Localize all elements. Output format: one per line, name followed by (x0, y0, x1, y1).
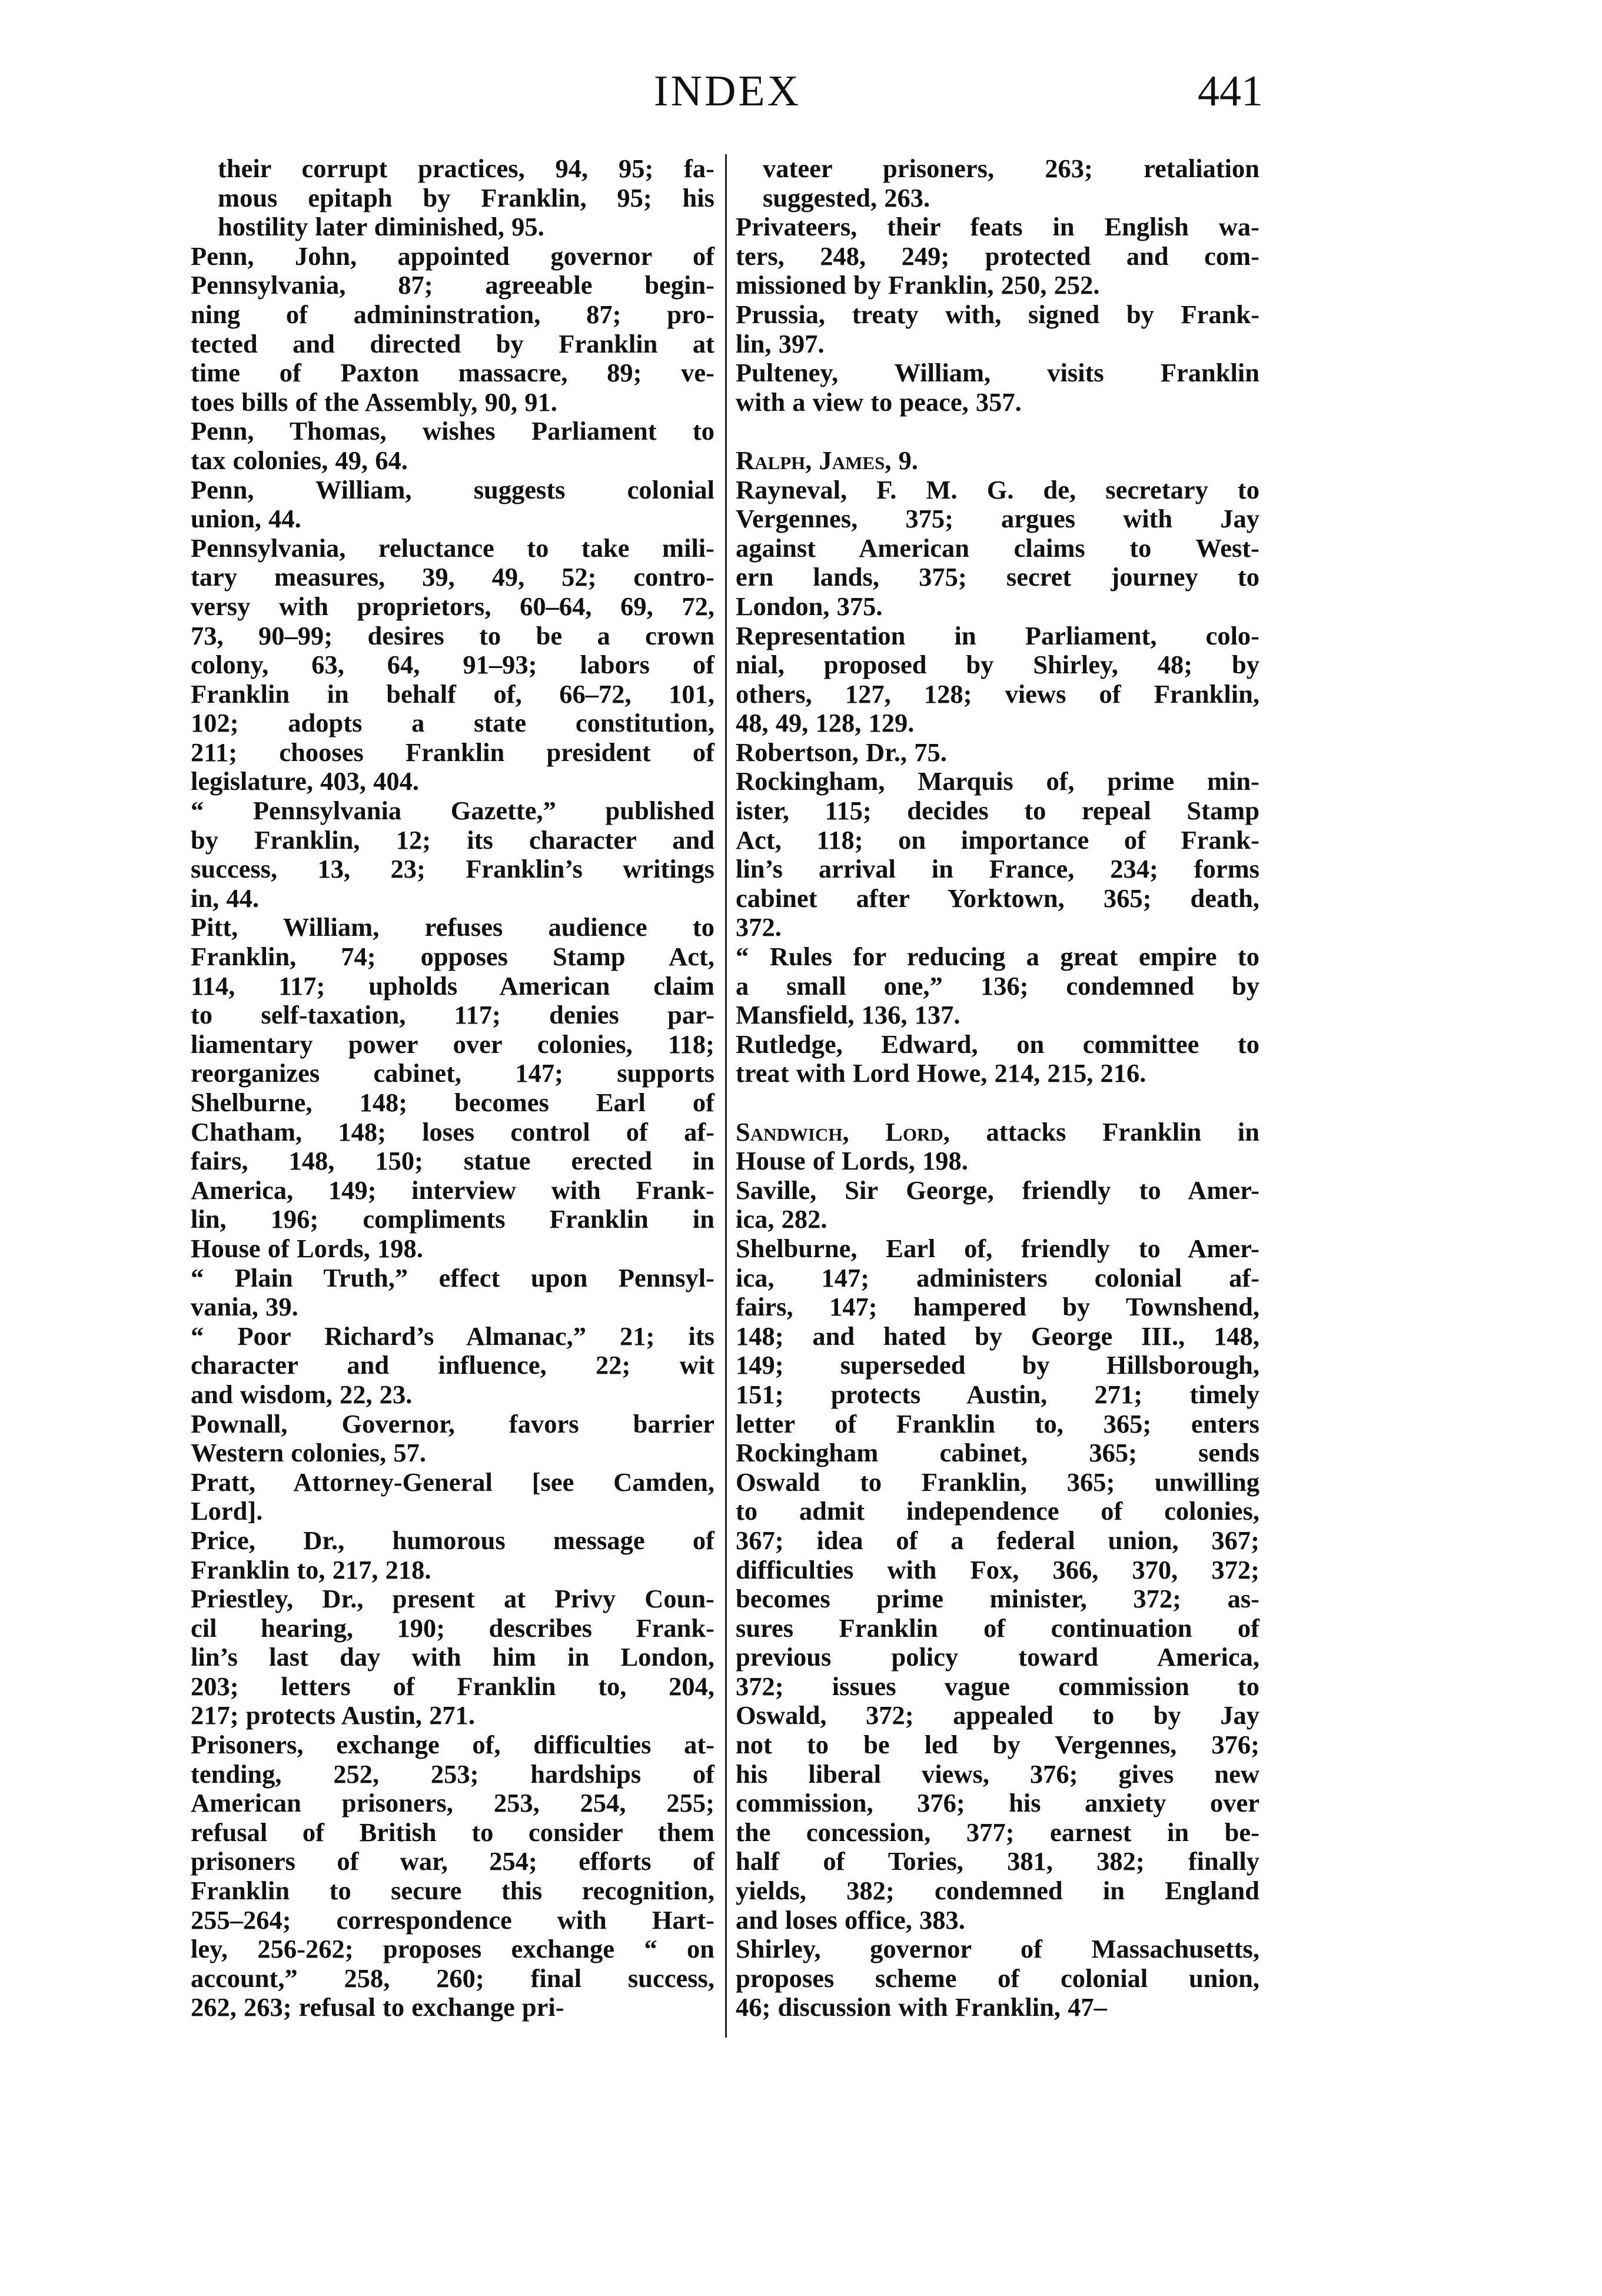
index-line: Oswald to Franklin, 365; unwilling (736, 1467, 1259, 1497)
index-line: cil hearing, 190; describes Frank- (191, 1613, 714, 1643)
index-line: “ Pennsylvania Gazette,” published (191, 796, 714, 826)
index-line: Rockingham cabinet, 365; sends (736, 1438, 1259, 1468)
index-line: ica, 282. (736, 1204, 827, 1234)
index-entry (191, 242, 714, 417)
index-line: 372; issues vague commission to (736, 1671, 1259, 1701)
running-head (192, 59, 1263, 124)
index-line: Oswald, 372; appealed to by Jay (736, 1700, 1259, 1730)
index-line: Shelburne, 148; becomes Earl of (191, 1088, 714, 1117)
index-line: missioned by Franklin, 250, 252. (736, 270, 1100, 300)
index-line: a small one,” 136; condemned by (736, 971, 1259, 1001)
index-line: Penn, William, suggests colonial (191, 474, 714, 504)
column-divider (725, 154, 727, 2038)
index-line: Pulteney, William, visits Franklin (736, 358, 1259, 388)
index-line: ters, 248, 249; protected and com- (736, 241, 1259, 271)
index-line: treat with Lord Howe, 214, 215, 216. (736, 1058, 1146, 1088)
index-line: 217; protects Austin, 271. (191, 1700, 476, 1730)
index-line: mous epitaph by Franklin, 95; his (218, 182, 714, 212)
index-entry (191, 913, 714, 1263)
index-line: lin’s last day with him in London, (191, 1642, 714, 1672)
index-line: Lord]. (191, 1496, 263, 1526)
index-line: sures Franklin of continuation of (736, 1613, 1259, 1643)
index-line: 46; discussion with Franklin, 47– (736, 1992, 1107, 2022)
index-line: Rockingham, Marquis of, prime min- (736, 766, 1259, 796)
index-entry (736, 300, 1259, 358)
index-entry (191, 796, 714, 913)
index-line: 149; superseded by Hillsborough, (736, 1350, 1259, 1380)
index-line: cabinet after Yorktown, 365; death, (736, 883, 1259, 913)
index-line: 73, 90–99; desires to be a crown (191, 620, 714, 650)
index-entry (191, 1730, 714, 2022)
index-line: difficulties with Fox, 366, 370, 372; (736, 1554, 1259, 1584)
index-entry (736, 212, 1259, 300)
index-line: toes bills of the Assembly, 90, 91. (191, 387, 557, 417)
page-title: INDEX (653, 67, 802, 115)
index-line: 367; idea of a federal union, 367; (736, 1525, 1259, 1555)
index-entry (191, 1584, 714, 1730)
index-entry (191, 1410, 714, 1468)
index-line: tending, 252, 253; hardships of (191, 1759, 714, 1789)
index-line: liamentary power over colonies, 118; (191, 1029, 714, 1059)
index-line: by Franklin, 12; its character and (191, 825, 714, 855)
index-line: Vergennes, 375; argues with Jay (736, 504, 1259, 534)
index-line: Act, 118; on importance of Frank- (736, 825, 1259, 855)
index-entry (191, 1526, 714, 1584)
index-line: Franklin in behalf of, 66–72, 101, (191, 679, 714, 709)
index-line: American prisoners, 253, 254, 255; (191, 1788, 714, 1818)
index-line: vania, 39. (191, 1292, 298, 1322)
index-line: suggested, 263. (763, 182, 930, 212)
index-entry (736, 1176, 1259, 1234)
index-line: Franklin to secure this recognition, (191, 1876, 714, 1906)
index-line: Pownall, Governor, favors barrier (191, 1408, 714, 1438)
index-line: against American claims to West- (736, 533, 1259, 563)
index-line: 203; letters of Franklin to, 204, (191, 1671, 714, 1701)
index-line: reorganizes cabinet, 147; supports (191, 1058, 714, 1088)
index-line: tary measures, 39, 49, 52; contro- (191, 562, 714, 592)
index-line: ica, 147; administers colonial af- (736, 1262, 1259, 1292)
section-gap (736, 1088, 1259, 1118)
index-line: Representation in Parliament, colo- (736, 620, 1259, 650)
index-line: success, 13, 23; Franklin’s writings (191, 854, 714, 884)
index-line: 102; adopts a state constitution, (191, 708, 714, 738)
index-entry (736, 1118, 1259, 1176)
index-line: Chatham, 148; loses control of af- (191, 1117, 714, 1147)
index-line: Penn, Thomas, wishes Parliament to (191, 416, 714, 446)
index-line: Privateers, their feats in English wa- (736, 212, 1259, 242)
index-entry (736, 358, 1259, 417)
index-line: union, 44. (191, 504, 301, 534)
index-line: Franklin, 74; opposes Stamp Act, (191, 942, 714, 972)
index-line: prisoners of war, 254; efforts of (191, 1846, 714, 1876)
index-entry (736, 767, 1259, 942)
index-line: the concession, 377; earnest in be- (736, 1817, 1259, 1847)
index-entry (736, 738, 1259, 767)
index-line: and wisdom, 22, 23. (191, 1379, 413, 1409)
index-line: half of Tories, 381, 382; finally (736, 1846, 1259, 1876)
index-line: Penn, John, appointed governor of (191, 241, 714, 271)
index-line: character and influence, 22; wit (191, 1350, 714, 1380)
index-line: Price, Dr., humorous message of (191, 1525, 714, 1555)
index-entry (191, 534, 714, 796)
index-line: Western colonies, 57. (191, 1438, 426, 1468)
index-line: lin’s arrival in France, 234; forms (736, 854, 1259, 884)
index-entry (191, 476, 714, 534)
index-entry (736, 1234, 1259, 1935)
index-line: “ Poor Richard’s Almanac,” 21; its (191, 1321, 714, 1351)
index-line: ley, 256-262; proposes exchange “ on (191, 1934, 714, 1964)
index-line: House of Lords, 198. (736, 1146, 968, 1176)
index-line: refusal of British to consider them (191, 1817, 714, 1847)
index-line: Saville, Sir George, friendly to Amer- (736, 1175, 1259, 1205)
page-number: 441 (1198, 67, 1263, 115)
index-line: ning of admininstration, 87; pro- (191, 299, 714, 329)
index-line: London, 375. (736, 591, 883, 621)
index-line: his liberal views, 376; gives new (736, 1759, 1259, 1789)
index-line: 262, 263; refusal to exchange pri- (191, 1992, 564, 2022)
index-line: not to be led by Vergennes, 376; (736, 1730, 1259, 1760)
index-line: to self-taxation, 117; denies par- (191, 1000, 714, 1030)
index-line: 114, 117; upholds American claim (191, 971, 714, 1001)
index-line: hostility later diminished, 95. (218, 212, 544, 242)
index-line: ister, 115; decides to repeal Stamp (736, 796, 1259, 826)
index-entry (736, 1935, 1259, 2022)
index-line: Mansfield, 136, 137. (736, 1000, 960, 1030)
index-line: Pennsylvania, 87; agreeable begin- (191, 270, 714, 300)
index-line: 211; chooses Franklin president of (191, 737, 714, 767)
index-line: letter of Franklin to, 365; enters (736, 1408, 1259, 1438)
index-line: 255–264; correspondence with Hart- (191, 1905, 714, 1935)
index-line: colony, 63, 64, 91–93; labors of (191, 650, 714, 680)
index-line: Franklin to, 217, 218. (191, 1554, 431, 1584)
index-line: their corrupt practices, 94, 95; fa- (218, 154, 714, 183)
index-entry-continued (736, 154, 1259, 212)
index-line: Pennsylvania, reluctance to take mili- (191, 533, 714, 563)
index-line: ern lands, 375; secret journey to (736, 562, 1259, 592)
index-line: Robertson, Dr., 75. (736, 737, 947, 767)
index-entry (736, 476, 1259, 622)
index-line: fairs, 148, 150; statue erected in (191, 1146, 714, 1176)
index-line: 372. (736, 912, 782, 942)
index-entry-continued (191, 154, 714, 242)
index-line: with a view to peace, 357. (736, 387, 1022, 417)
index-entry (191, 417, 714, 475)
index-line: account,” 258, 260; final success, (191, 1963, 714, 1993)
index-line: 151; protects Austin, 271; timely (736, 1379, 1259, 1409)
index-line: 48, 49, 128, 129. (736, 708, 915, 738)
index-line: Prussia, treaty with, signed by Frank- (736, 299, 1259, 329)
index-line: Shelburne, Earl of, friendly to Amer- (736, 1233, 1259, 1263)
index-line: 148; and hated by George III., 148, (736, 1321, 1259, 1351)
index-line: and loses office, 383. (736, 1905, 965, 1935)
index-line: Ralph, James, 9. (736, 445, 918, 475)
index-line: vateer prisoners, 263; retaliation (763, 154, 1259, 183)
index-line: nial, proposed by Shirley, 48; by (736, 650, 1259, 680)
index-line: time of Paxton massacre, 89; ve- (191, 358, 714, 388)
index-headword: Sandwich, Lord (736, 1117, 943, 1147)
index-line: tax colonies, 49, 64. (191, 445, 408, 475)
index-line: proposes scheme of colonial union, (736, 1963, 1259, 1993)
index-line: Pitt, William, refuses audience to (191, 912, 714, 942)
index-line: previous policy toward America, (736, 1642, 1259, 1672)
index-line: tected and directed by Franklin at (191, 328, 714, 358)
index-line: Pratt, Attorney-General [see Camden, (191, 1467, 714, 1497)
index-entry (191, 1264, 714, 1322)
index-line: “ Rules for reducing a great empire to (736, 942, 1259, 972)
index-line: fairs, 147; hampered by Townshend, (736, 1292, 1259, 1322)
index-line: Priestley, Dr., present at Privy Coun- (191, 1584, 714, 1614)
index-entry (191, 1468, 714, 1526)
index-line: Prisoners, exchange of, difficulties at- (191, 1730, 714, 1760)
index-line: yields, 382; condemned in England (736, 1876, 1259, 1906)
section-gap (736, 417, 1259, 446)
index-entry (736, 446, 1259, 476)
index-line: to admit independence of colonies, (736, 1496, 1259, 1526)
index-line: America, 149; interview with Frank- (191, 1175, 714, 1205)
index-line: Rayneval, F. M. G. de, secretary to (736, 474, 1259, 504)
index-column-right (736, 154, 1259, 2022)
index-column-left (191, 154, 714, 2022)
index-line: in, 44. (191, 883, 259, 913)
index-line: Shirley, governor of Massachusetts, (736, 1934, 1259, 1964)
index-line: others, 127, 128; views of Franklin, (736, 679, 1259, 709)
index-line: lin, 196; compliments Franklin in (191, 1204, 714, 1234)
index-line: versy with proprietors, 60–64, 69, 72, (191, 591, 714, 621)
index-line: Sandwich, Lord, attacks Franklin in (736, 1117, 1259, 1147)
index-line: “ Plain Truth,” effect upon Pennsyl- (191, 1262, 714, 1292)
index-line: legislature, 403, 404. (191, 766, 420, 796)
index-entry (736, 942, 1259, 1030)
index-entry (191, 1322, 714, 1410)
index-line: Rutledge, Edward, on committee to (736, 1029, 1259, 1059)
index-entry (736, 1030, 1259, 1088)
index-line: commission, 376; his anxiety over (736, 1788, 1259, 1818)
index-entry (736, 622, 1259, 738)
index-headword: Ralph, James (736, 445, 885, 475)
index-line: becomes prime minister, 372; as- (736, 1584, 1259, 1614)
index-line: lin, 397. (736, 328, 825, 358)
index-line: House of Lords, 198. (191, 1233, 423, 1263)
